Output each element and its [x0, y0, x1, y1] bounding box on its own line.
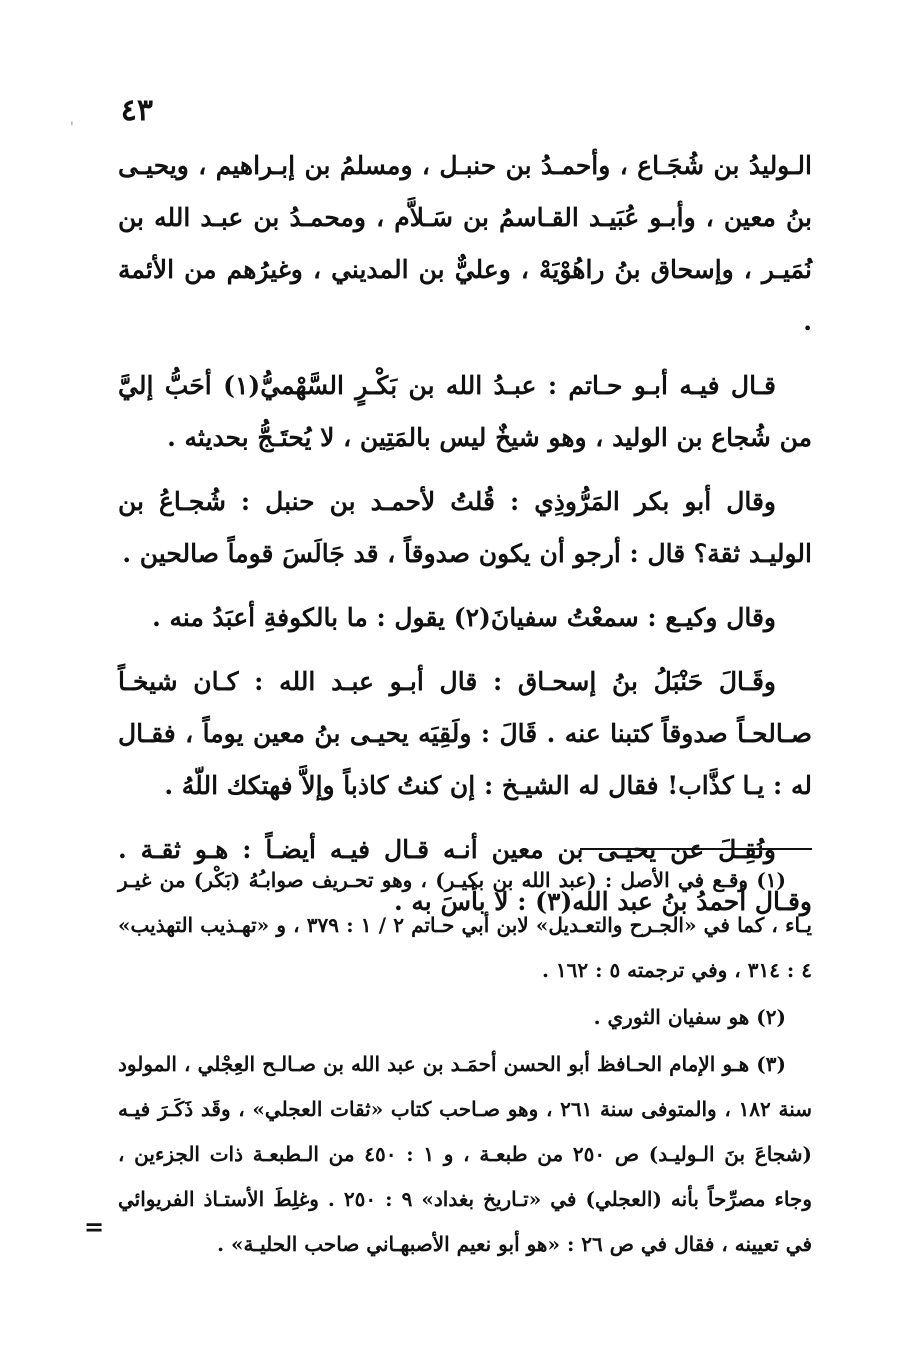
main-text: [118, 140, 812, 940]
paragraph-3: وقال أبو بكر المَرُّوذِي : قُلتُ لأحمـد بن حنبل : شُجـاعُ بن الوليـد ثقة؟ قال : أرجو أن يكون صدوقاً ، قد جَالَسَ قوماً صالحين .: [118, 487, 812, 568]
margin-tick: ': [70, 120, 74, 136]
footnote-1: (١) وقـع في الأصل : (عبد الله بن بكيـر) ، وهو تحـريف صوابـُهُ (بَكْر) من غيـر يـاء ، كما في «الجـرح والتعـديل» لابن أبي حـاتم ٢ / ١ : ٣٧٩ ، و «تهـذيب التهذيب» ٤ : ٣١٤ ، وفي ترجمته ٥ : ١٦٢ .: [118, 868, 812, 982]
paragraph-4: وقال وكيـع : سمعْتُ سفيانَ(٢) يقول : ما بالكوفةِ أعبَدُ منه .: [152, 603, 776, 632]
footnote-3: (٣) هـو الإمام الحـافظ أبو الحسن أحمَـد بن عبد الله بن صـالـح العِجْلي ، المولود سنة ١٨٢ ، والمتوفى سنة ٢٦١ ، وهو صـاحب كتاب «ثقات العجلي» ، وقَد ذَكَـرَ فيـه (شجاعَ بنَ الـوليـد) ص ٢٥٠ من طبعـة ، و ١ : ٤٥٠ من الـطبعـة ذات الجزءين ، وجاء مصرِّحاً بأنه (العجلي) في «تـاريخ بغداد» ٩ : ٢٥٠ . وغلِطَ الأستـاذ الفريوائي في تعيينه ، فقال في ص ٢٦ : «هو أبو نعيم الأصبهـاني صاحب الحليـة» .: [118, 1052, 813, 1256]
paragraph-5: وقَـالَ حَنْبَلُ بنُ إسحـاق : قال أبـو عبـد الله : كـان شيخـاً صـالحـاً صدوقاً كتبنا عنه . قَالَ : ولَقِيَه يحيـى بنُ معين يوماً ، فقـال له : يـا كذَّاب! فقال له الشيـخ : إن كنتُ كاذباً وإلاَّ فهتكك اللّهُ .: [118, 667, 812, 800]
footnote-divider: [580, 848, 812, 850]
footnote-2: (٢) هو سفيان الثوري .: [593, 1005, 786, 1029]
footnotes: [118, 858, 812, 1269]
paragraph-2: قـال فيـه أبـو حـاتم : عبـدُ الله بن بَكْـرٍ السَّهْميُّ(١) أحَبُّ إليَّ من شُجاع بن الوليد ، وهو شيخٌ ليس بالمَتِين ، لا يُحتَـجُّ بحديثه .: [118, 371, 812, 452]
page-number: ٤٣: [120, 93, 153, 128]
paragraph-6: ونُقِـلَ عن يحيـى بن معين أنـه قـال فيـه أيضـاً : هـو ثقـة . وقـال أحمدُ بنُ عبد الله(٣) : لا بأسَ به .: [118, 835, 812, 916]
continuation-mark: =: [84, 1212, 105, 1241]
paragraph-1: الـوليدُ بن شُجَـاع ، وأحمـدُ بن حنبـل ، ومسلمُ بن إبـراهيم ، ويحيـى بنُ معين ، وأبـو عُبَيـد القـاسمُ بن سَـلاَّم ، ومحمـدُ بن عبـد الله بن نُمَيـر ، وإسحاق بنُ راهُوْيَهْ ، وعليٌّ بن المديني ، وغيرُهم من الأئمة .: [118, 151, 812, 336]
